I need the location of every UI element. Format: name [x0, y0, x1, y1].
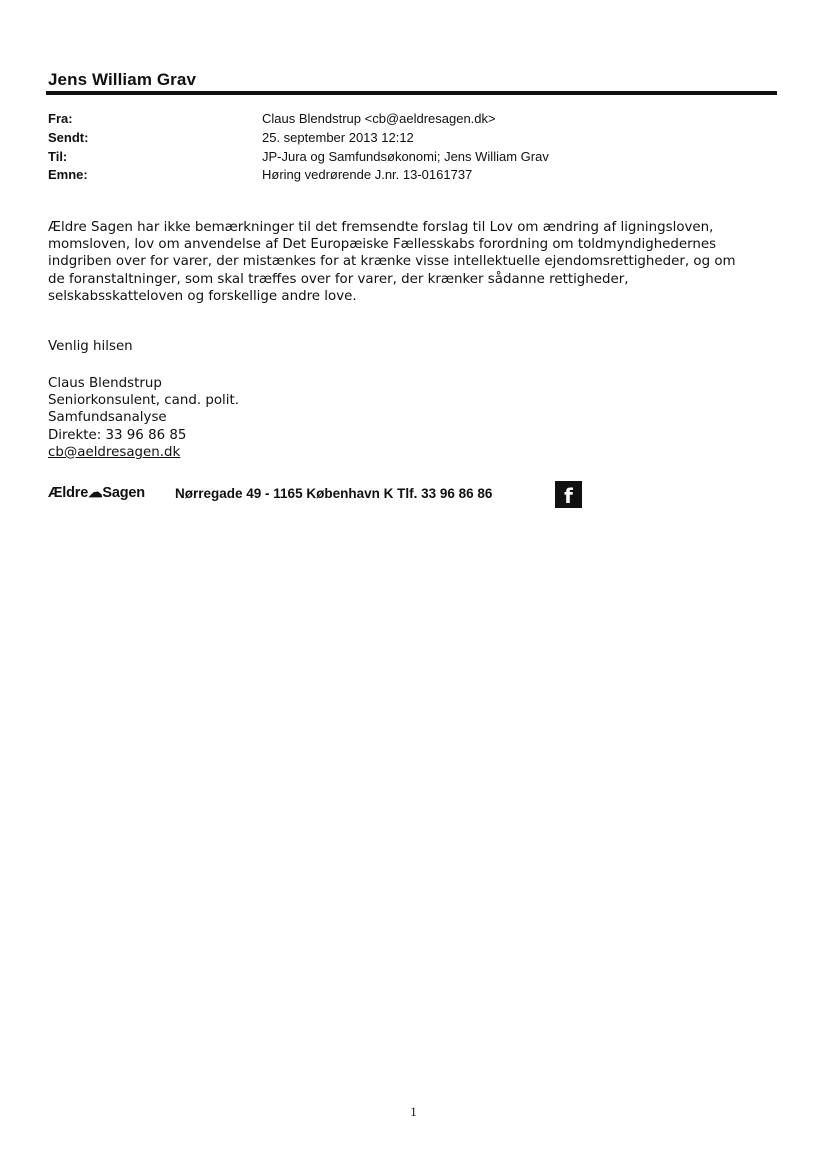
organization-footer — [48, 480, 608, 510]
subject-label: Emne: — [48, 167, 88, 182]
email-body — [48, 219, 778, 305]
body-line: Ældre Sagen har ikke bemærkninger til det fremsendte forslag til Lov om ændring af ligningsloven, — [48, 220, 714, 235]
from-value: Claus Blendstrup <cb@aeldresagen.dk> — [262, 111, 496, 126]
signature-email-link[interactable]: cb@aeldresagen.dk — [48, 444, 181, 460]
signature-name: Claus Blendstrup — [48, 376, 162, 391]
body-line: momsloven, lov om anvendelse af Det Europæiske Fællesskabs forordning om toldmyndighedernes — [48, 237, 717, 253]
signature-phone: Direkte: 33 96 86 85 — [48, 427, 187, 443]
signature-title: Seniorkonsulent, cand. polit. — [48, 393, 239, 409]
subject-value: Høring vedrørende J.nr. 13-0161737 — [262, 167, 473, 182]
signature-block — [48, 375, 239, 461]
page-number: 1 — [410, 1104, 417, 1119]
sent-value: 25. september 2013 12:12 — [262, 130, 414, 145]
title-divider — [46, 91, 777, 95]
closing-greeting: Venlig hilsen — [48, 339, 133, 354]
body-line: indgriben over for varer, der mistænkes for at krænke visse intellektuelle ejendomsrettigheder, og om — [48, 254, 736, 270]
signature-department: Samfundsanalyse — [48, 410, 167, 426]
sent-label: Sendt: — [48, 130, 89, 145]
aeldre-sagen-logo: Ældre☁Sagen — [48, 485, 145, 501]
to-value: JP-Jura og Samfundsøkonomi; Jens William Grav — [262, 149, 549, 164]
facebook-icon[interactable]: f — [555, 481, 582, 508]
email-owner-title: Jens William Grav — [48, 70, 197, 89]
to-label: Til: — [48, 149, 68, 164]
body-line: selskabsskatteloven og forskellige andre love. — [48, 288, 357, 304]
body-line: de foranstaltninger, som skal træffes over for varer, der krænker sådanne rettigheder, — [48, 271, 629, 287]
from-label: Fra: — [48, 111, 73, 126]
footer-address: Nørregade 49 - 1165 København K Tlf. 33 96 86 86 — [175, 486, 493, 501]
